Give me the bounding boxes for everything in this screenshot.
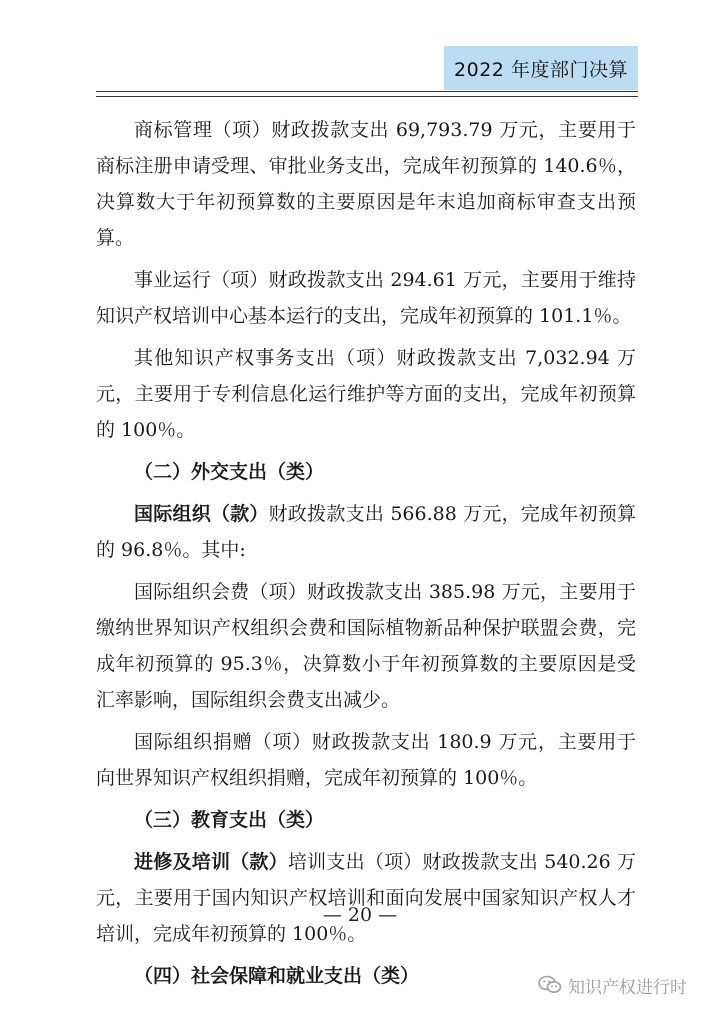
section-heading-social-security: （四）社会保障和就业支出（类） xyxy=(134,965,420,987)
paragraph-other-ip: 其他知识产权事务支出（项）财政拨款支出 7,032.94 万元，主要用于专利信息化运行维护等方面的支出，完成年初预算的 100％。 xyxy=(96,347,636,441)
paragraph-trademark: 商标管理（项）财政拨款支出 69,793.79 万元，主要用于商标注册申请受理、审批业务支出，完成年初预算的 140.6％，决算数大于年初预算数的主要原因是年末追加商标审查支出预算。 xyxy=(96,119,636,249)
header-divider xyxy=(96,91,638,92)
bold-term: 进修及培训（款） xyxy=(134,851,288,873)
paragraph-membership-fees: 国际组织会费（项）财政拨款支出 385.98 万元，主要用于缴纳世界知识产权组织会费和国际植物新品种保护联盟会费，完成年初预算的 95.3％，决算数小于年初预算数的主要原因是受汇率影响，国际组织会费支出减少。 xyxy=(96,581,636,711)
section-heading-education: （三）教育支出（类） xyxy=(134,809,325,831)
paragraph-operation: 事业运行（项）财政拨款支出 294.61 万元，主要用于维持知识产权培训中心基本运行的支出，完成年初预算的 101.1％。 xyxy=(96,269,636,327)
paragraph-text: 培训支出（项）财政拨款支出 540.26 万元，主要用于国内知识产权培训和面向发展中国家知识产权人才培训，完成年初预算的 100％。 xyxy=(96,851,636,945)
document-body xyxy=(96,112,636,1000)
wechat-icon xyxy=(538,975,562,995)
watermark xyxy=(538,970,687,1000)
section-heading-foreign-affairs: （二）外交支出（类） xyxy=(134,461,325,483)
paragraph-training xyxy=(96,844,636,952)
paragraph-donations: 国际组织捐赠（项）财政拨款支出 180.9 万元，主要用于向世界知识产权组织捐赠，完成年初预算的 100％。 xyxy=(96,731,636,789)
report-header-title xyxy=(444,46,638,90)
header-title-text: 2022 年度部门决算 xyxy=(454,58,628,81)
paragraph-text: 财政拨款支出 566.88 万元，完成年初预算的 96.8％。其中: xyxy=(96,503,636,561)
watermark-text: 知识产权进行时 xyxy=(568,977,687,998)
page-number: — 20 — xyxy=(322,904,398,926)
header-divider-thin xyxy=(96,96,638,97)
paragraph-international-org xyxy=(96,496,636,568)
bold-term: 国际组织（款） xyxy=(134,503,269,525)
